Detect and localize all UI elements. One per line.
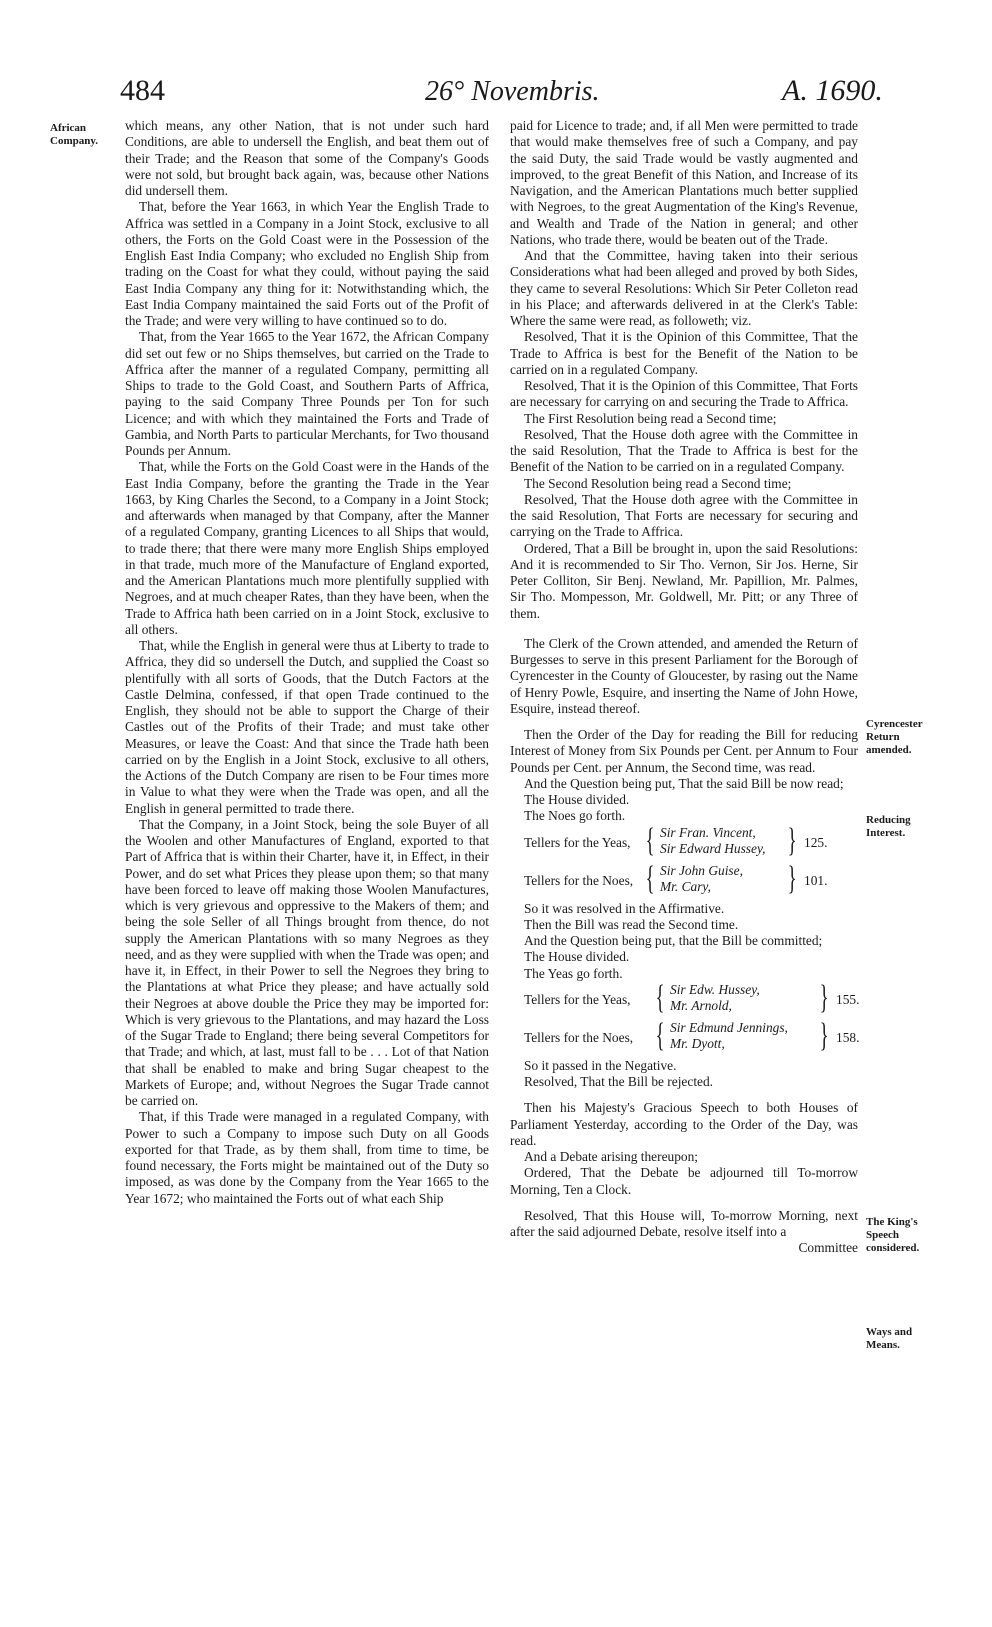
- paragraph: And that the Committee, having taken into their serious Considerations what had been alleged and proved by both Sides, they came to several Resolutions: Which Sir Peter Colleton read in his Place; and afterwards delivered in at the Clerk's Table: Where the same were read, as followeth; viz.: [510, 248, 858, 328]
- tellers-names: [660, 825, 766, 857]
- resolution: Resolved, That the House doth agree with the Committee in the said Resolution, That Forts are necessary for securing and carrying on the Trade to Affrica.: [510, 491, 858, 540]
- paragraph-cyrencester: The Clerk of the Crown attended, and amended the Return of Burgesses to serve in this present Parliament for the Borough of Cyrencester in the County of Gloucester, by rasing out the Name of Henry Powle, Esquire, and inserting the Name of John Howe, Esquire, instead thereof.: [510, 635, 858, 716]
- teller-name: Mr. Arnold,: [670, 997, 732, 1013]
- margin-note-african-company: African Company.: [50, 122, 98, 147]
- resolution: Resolved, That it is the Opinion of this Committee, That Forts are necessary for carrying on and securing the Trade to Affrica.: [510, 378, 858, 410]
- paragraph: So it passed in the Negative.: [524, 1057, 677, 1073]
- vote-count: 125.: [804, 834, 828, 850]
- paragraph: That, while the Forts on the Gold Coast were in the Hands of the East India Company, before the granting the Trade in the Year 1663, by King Charles the Second, to a Company in a Joint Stock; and afterwards when managed by that Company, after the Manner of a regulated Company, granting Licences to all Ships that would, to trade there; that there were many more English Ships employed in that trade, much more of the Manufacture of England exported, and the American Plantations much more plentifully supplied with Negroes, and at much cheaper Rates, than they have been, when the Trade to Affrica hath been carried on in a Joint Stock, exclusive to all others.: [125, 459, 489, 637]
- margin-note-interest: Reducing Interest.: [866, 814, 911, 839]
- brace-left: {: [645, 859, 655, 897]
- brace-left: {: [645, 821, 655, 859]
- teller-name: Sir Edward Hussey,: [660, 840, 766, 856]
- paragraph: And the Question being put, That the said Bill be now read;: [524, 775, 844, 791]
- brace-left: {: [655, 1016, 665, 1054]
- paragraph: The Second Resolution being read a Second time;: [524, 475, 792, 491]
- margin-note-kings-speech: The King's Speech considered.: [866, 1216, 920, 1254]
- running-head-date: 26° Novembris.: [425, 76, 600, 107]
- teller-name: Sir Fran. Vincent,: [660, 824, 756, 840]
- resolution: Resolved, That the Bill be rejected.: [524, 1074, 714, 1089]
- brace-right: }: [819, 978, 829, 1016]
- teller-name: Sir Edmund Jennings,: [670, 1019, 788, 1035]
- resolution: Resolved, That it is the Opinion of this Committee, That the Trade to Affrica is best for the Benefit of the Nation to be carried on in a regulated Company.: [510, 329, 858, 377]
- paragraph: The Yeas go forth.: [524, 965, 623, 981]
- margin-note-cyrencester: Cyrencester Return amended.: [866, 718, 923, 756]
- paragraph: The Noes go forth.: [524, 808, 626, 824]
- page-header: [0, 68, 992, 108]
- paragraph: paid for Licence to trade; and, if all Men were permitted to trade that would make themselves free of such a Company, and pay the said Duty, the said Trade would be vastly augmented and improved, to the great Benefit of this Nation, and Increase of its Navigation, and the American Plantations much better supplied with Negroes, to the great Augmentation of the King's Revenue, and Wealth and Trade of the Nation in general; and other Nations, who trade there, would be beaten out of the Trade.: [510, 118, 858, 247]
- paragraph: That, while the English in general were thus at Liberty to trade to Affrica, they did so undersell the Dutch, and supplied the Coast so plentifully with all sorts of Goods, that the Dutch Factors at the Castle Delmina, confessed, if that open Trade continued to the English, they should not be able to support the Charge of their Castles out of the Profits of their Trade; and must take other Measures, or leave the Coast: And that since the Trade hath been carried on by the English in a Joint Stock, exclusive to all others, the Actions of the Dutch Company are risen to be Four times more in Value to what they were when the Trade was open, and all the English in general permitted to trade there.: [125, 638, 489, 816]
- right-column: [510, 118, 858, 1257]
- tellers-label: Tellers for the Yeas,: [524, 991, 631, 1007]
- vote-count: 101.: [804, 872, 828, 888]
- teller-name: Mr. Cary,: [660, 878, 711, 894]
- paragraph: The House divided.: [524, 949, 630, 965]
- brace-right: }: [787, 821, 797, 859]
- paragraph: which means, any other Nation, that is not under such hard Conditions, are able to undersell the English, and beat them out of their Trade; and the Reason that some of the Company's Goods were not sold, but brought back again, was, because other Nations did undersell them.: [125, 118, 489, 198]
- tellers-names: [670, 982, 760, 1014]
- order: Ordered, That the Debate be adjourned till To-morrow Morning, Ten a Clock.: [510, 1165, 858, 1197]
- paragraph: The First Resolution being read a Second time;: [524, 410, 777, 426]
- paragraph: And the Question being put, that the Bill be committed;: [524, 933, 823, 948]
- tellers-names: [670, 1020, 788, 1052]
- page-number: 484: [120, 74, 165, 107]
- running-head-year: A. 1690.: [782, 74, 883, 107]
- paragraph: That, from the Year 1665 to the Year 1672, the African Company did set out few or no Ships themselves, but carried on the Trade to Affrica after the manner of a regulated Company, permitting all Ships to trade to the Gold Coast, and Southern Parts of Affrica, paying to the said Company Three Pounds per Ton for such Licence; and with which they maintained the Forts and Trade of Gambia, and North Parts to particular Merchants, for Two thousand Pounds per Annum.: [125, 329, 489, 458]
- division-yeas-1: [524, 821, 858, 863]
- brace-left: {: [655, 978, 665, 1016]
- paragraph: The House divided.: [524, 792, 630, 807]
- vote-count: 158.: [836, 1029, 860, 1045]
- teller-name: Sir John Guise,: [660, 862, 743, 878]
- division-noes-1: [524, 859, 858, 901]
- division-noes-2: [524, 1016, 860, 1058]
- paragraph-interest-bill: Then the Order of the Day for reading the Bill for reducing Interest of Money from Six Pounds per Cent. per Annum to Four Pounds per Cent. per Annum, the Second time, was read.: [510, 727, 858, 775]
- paragraph: Then the Bill was read the Second time.: [524, 916, 739, 932]
- paragraph: So it was resolved in the Affirmative.: [524, 900, 725, 916]
- tellers-label: Tellers for the Noes,: [524, 1029, 634, 1045]
- paragraph: That, before the Year 1663, in which Year the English Trade to Affrica was settled in a Company in a Joint Stock, exclusive to all others, the Forts on the Gold Coast were in the Possession of the English East India Company; who excluded no English Ship from trading on the Coast for what they could, without paying the said East India Company any thing for it: Notwithstanding which, the East India Company maintained the said Forts out of the Profit of the Trade; and were very willing to have continued so to do.: [125, 199, 489, 328]
- left-column: [125, 118, 489, 1207]
- resolution: Resolved, That the House doth agree with the Committee in the said Resolution, That the Trade to Affrica is best for the Benefit of the Nation to be carried on in a regulated Company.: [510, 426, 858, 475]
- order: Ordered, That a Bill be brought in, upon the said Resolutions: And it is recommended to Sir Tho. Vernon, Sir Jos. Herne, Sir Peter Colliton, Sir Benj. Newland, Mr. Papillion, Mr. Palmes, Sir Tho. Mompesson, Mr. Goldwell, Mr. Pitt; or any Three of them.: [510, 540, 858, 621]
- teller-name: Sir Edw. Hussey,: [670, 981, 760, 997]
- catchword: Committee: [798, 1240, 858, 1256]
- paragraph: That, if this Trade were managed in a regulated Company, with Power to such a Company to impose such Duty on all Goods exported for that Trade, as by them shall, from time to time, be found necessary, the Forts might be maintained out of the Duty so imposed, as was done by the Company from the Year 1665 to the Year 1672; who maintained the Forts out of what each Ship: [125, 1109, 489, 1206]
- resolution-ways-means: Resolved, That this House will, To-morrow Morning, next after the said adjourned Debate, resolve itself into a: [510, 1207, 858, 1239]
- paragraph: And a Debate arising thereupon;: [524, 1149, 699, 1164]
- teller-name: Mr. Dyott,: [670, 1035, 725, 1051]
- tellers-names: [660, 863, 743, 895]
- paragraph: That the Company, in a Joint Stock, being the sole Buyer of all the Woolen and other Manufactures of England, exported to that Part of Affrica that is within their Charter, have it, in Effect, in their Power, and do set what Prices they please upon them; so that many have been forced to leave off making those Woolen Manufactures, which is very grievous and oppressive to the Makers of them; and being the sole Seller of all Things brought from thence, do not supply the American Plantations with so many Negroes as they need, and as they were supplied with when the Trade was open; and have it, in Effect, in their Power to sell the Negroes they bring to the Plantations at what Price they please; and have actually sold their Negroes at above double the Price they may be imported for: Which is very grievous to the Plantations, and may hazard the Loss of the Sugar Trade to England; there being several Competitors for that Trade; and which, at last, must fall to be . . . Lot of that Nation that shall be enabled to make and bring Sugar cheapest to the Markets of Europe; and, without Negroes the Sugar Trade cannot be carried on.: [125, 816, 489, 1108]
- tellers-label: Tellers for the Noes,: [524, 872, 634, 888]
- vote-count: 155.: [836, 991, 860, 1007]
- margin-note-ways-means: Ways and Means.: [866, 1326, 913, 1351]
- brace-right: }: [787, 859, 797, 897]
- division-yeas-2: [524, 978, 860, 1020]
- brace-right: }: [819, 1016, 829, 1054]
- paragraph-kings-speech: Then his Majesty's Gracious Speech to both Houses of Parliament Yesterday, according to the Order of the Day, was read.: [510, 1100, 858, 1148]
- tellers-label: Tellers for the Yeas,: [524, 834, 631, 850]
